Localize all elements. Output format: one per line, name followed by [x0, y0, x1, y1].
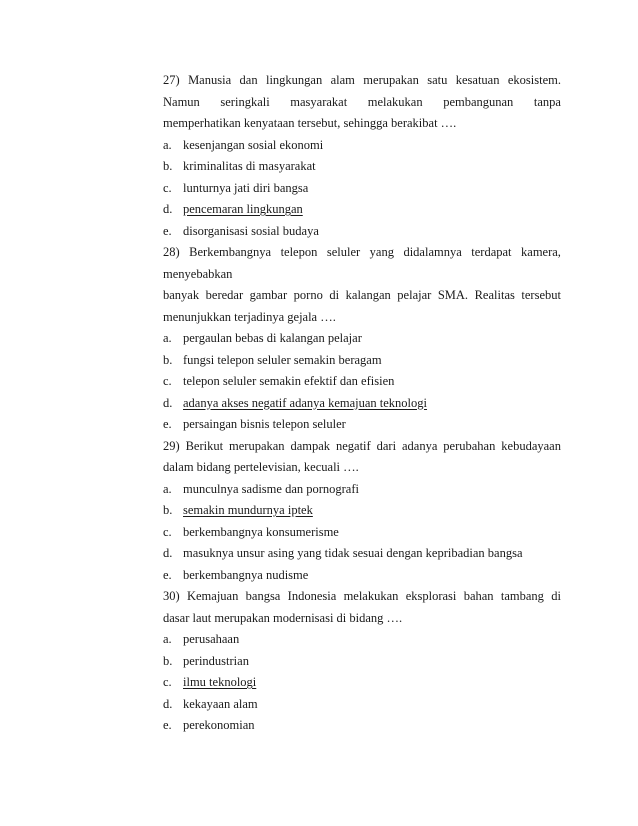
word: adanya [401, 438, 438, 453]
question-text-line [163, 586, 561, 608]
word: dan [239, 73, 258, 87]
option-text: kekayaan alam [183, 696, 258, 711]
question-text-line: dalam bidang pertelevisian, kecuali …. [163, 460, 359, 474]
option-letter: b. [163, 503, 173, 517]
word: negatif [335, 438, 371, 453]
word: gambar [249, 288, 288, 302]
question-text-line: menunjukkan terjadinya gejala …. [163, 309, 336, 324]
word: Kemajuan [186, 589, 239, 603]
option-letter: d. [163, 202, 173, 216]
word: alam [330, 73, 355, 87]
option-e [163, 715, 561, 737]
option-text: disorganisasi sosial budaya [183, 223, 319, 238]
word: Namun [163, 94, 200, 109]
option-letter: c. [163, 524, 172, 539]
word: melakukan [343, 589, 399, 603]
word: dampak [290, 438, 331, 453]
option-b [163, 500, 561, 522]
word: Manusia [188, 73, 232, 87]
question-28 [163, 242, 561, 436]
option-c [163, 522, 561, 544]
answer-option-text: semakin mundurnya iptek [183, 503, 313, 517]
option-letter: e. [163, 223, 172, 238]
option-text: perindustrian [183, 653, 249, 668]
option-text: berkembangnya konsumerisme [183, 524, 339, 539]
word: Indonesia [287, 589, 337, 603]
option-e [163, 414, 561, 436]
option-a [163, 135, 561, 157]
question-30 [163, 586, 561, 737]
word: 29) [163, 438, 180, 453]
word: eksplorasi [405, 589, 457, 603]
word: didalamnya [403, 245, 462, 259]
option-letter: c. [163, 180, 172, 195]
option-letter: c. [163, 374, 172, 388]
word: perubahan [443, 438, 496, 453]
question-text-line [163, 242, 561, 264]
option-letter: e. [163, 718, 172, 732]
word: di [551, 589, 561, 603]
word: dari [376, 438, 397, 453]
word: tambang [500, 589, 544, 603]
option-letter: b. [163, 352, 173, 367]
word: tersebut [521, 288, 561, 302]
option-b [163, 651, 561, 673]
option-letter: b. [163, 653, 173, 668]
word: kalangan [345, 288, 391, 302]
option-e [163, 221, 561, 243]
word: SMA. [437, 288, 469, 302]
option-d [163, 543, 561, 565]
word: melakukan [367, 94, 423, 109]
option-text: berkembangnya nudisme [183, 567, 309, 582]
word: bangsa [245, 589, 281, 603]
option-a [163, 629, 561, 651]
option-letter: a. [163, 481, 172, 496]
option-text: lunturnya jati diri bangsa [183, 180, 309, 195]
question-text-line [163, 92, 561, 114]
question-text-line [163, 436, 561, 458]
word: terdapat [471, 245, 512, 259]
option-text: telepon seluler semakin efektif dan efisien [183, 374, 395, 388]
option-letter: e. [163, 567, 172, 582]
option-d [163, 199, 561, 221]
word: yang [369, 245, 394, 259]
question-27 [163, 70, 561, 242]
option-letter: c. [163, 675, 172, 689]
word: kesatuan [455, 73, 500, 87]
option-text: kesenjangan sosial ekonomi [183, 137, 324, 152]
answer-option-text: ilmu teknologi [183, 675, 257, 689]
option-text: masuknya unsur asing yang tidak sesuai dengan kepribadian bangsa [183, 546, 523, 560]
option-text: munculnya sadisme dan pornografi [183, 481, 359, 496]
word: merupakan [363, 73, 419, 87]
question-text-line [163, 70, 561, 92]
answer-option-text: pencemaran lingkungan [183, 202, 303, 216]
question-text-line: memperhatikan kenyataan tersebut, sehingga berakibat …. [163, 116, 457, 130]
word: satu [427, 73, 448, 87]
word: masyarakat [290, 94, 348, 109]
word: banyak [163, 288, 200, 302]
option-c [163, 672, 561, 694]
word: Berkembangnya [189, 245, 272, 259]
option-text: perekonomian [183, 718, 255, 732]
option-letter: e. [163, 417, 172, 431]
word: bahan [463, 589, 494, 603]
option-b [163, 156, 561, 178]
word: 28) [163, 245, 180, 259]
word: beredar [205, 288, 244, 302]
word: seluler [326, 245, 361, 259]
word: kebudayaan [501, 438, 561, 453]
option-c [163, 178, 561, 200]
option-a [163, 328, 561, 350]
option-text: pergaulan bebas di kalangan pelajar [183, 331, 362, 345]
question-29 [163, 436, 561, 587]
option-letter: d. [163, 696, 173, 711]
document-page [163, 70, 561, 737]
word: merupakan [229, 438, 285, 453]
option-c [163, 371, 561, 393]
question-text-line: menyebabkan [163, 266, 233, 281]
word: seringkali [220, 94, 270, 109]
answer-option-text: adanya akses negatif adanya kemajuan teknologi [183, 395, 428, 410]
word: pembangunan [443, 94, 514, 109]
word: pelajar [397, 288, 432, 302]
word: 30) [163, 589, 180, 603]
word: 27) [163, 73, 180, 87]
option-letter: a. [163, 137, 172, 152]
option-letter: a. [163, 632, 172, 646]
option-e [163, 565, 561, 587]
word: tanpa [533, 94, 561, 109]
word: di [329, 288, 340, 302]
word: telepon [280, 245, 318, 259]
option-text: persaingan bisnis telepon seluler [183, 417, 346, 431]
option-letter: d. [163, 546, 173, 560]
word: Realitas [474, 288, 515, 302]
option-letter: b. [163, 159, 173, 173]
word: Berikut [185, 438, 224, 453]
question-text-line: dasar laut merupakan modernisasi di bidang …. [163, 610, 403, 625]
option-text: perusahaan [183, 632, 240, 646]
word: kamera, [521, 245, 561, 259]
option-d [163, 393, 561, 415]
option-letter: d. [163, 395, 173, 410]
word: ekosistem. [507, 73, 561, 87]
word: porno [293, 288, 323, 302]
option-text: fungsi telepon seluler semakin beragam [183, 352, 382, 367]
option-d [163, 694, 561, 716]
option-b [163, 350, 561, 372]
option-letter: a. [163, 331, 172, 345]
option-a [163, 479, 561, 501]
question-text-line [163, 285, 561, 307]
option-text: kriminalitas di masyarakat [183, 159, 316, 173]
word: lingkungan [265, 73, 323, 87]
